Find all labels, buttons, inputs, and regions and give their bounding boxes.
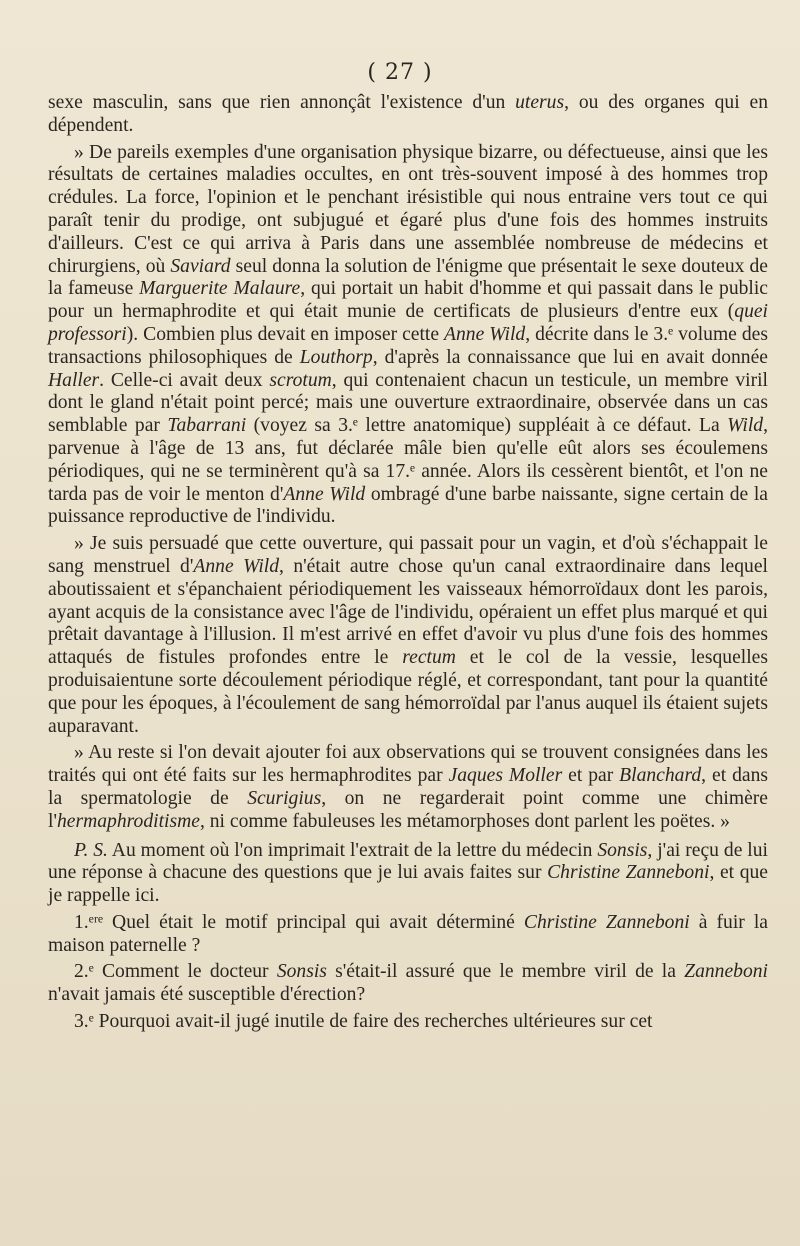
text-run: , ni comme fabuleuses les métamorphoses dont parlent les poëtes. » [199,810,730,832]
italic-text: quei professori [48,301,768,345]
italic-text: rectum [402,647,456,669]
italic-text: Christine Zanneboni [523,911,690,933]
text-run: , qui portait un habit d'homme et qui passait dans le public pour un hermaphrodite et qui était munie de certificats de plusieurs d'entre eux ( [48,278,769,323]
text-run: s'était-il assuré que le membre viril de la [326,961,685,983]
italic-text: Christine Zanneboni [547,862,710,884]
italic-text: Anne Wild [283,483,366,505]
body-text [48,92,768,1034]
text-run: , décrite dans le 3.ᵉ volume des transactions philosophiques de [48,323,768,368]
page-number: ( 27 ) [367,60,433,85]
text-run: , ou des organes qui en dépendent. [48,92,768,136]
text-run: et par [562,765,620,787]
italic-text: Sonsis [276,961,327,983]
paragraph [48,742,768,833]
text-run: » Au reste si l'on devait ajouter foi aux observations qui se trouvent consignées dans les traités qui ont été faits sur les hermaphrodites par [48,742,768,787]
italic-text: Blanchard [619,765,702,787]
paragraph [48,533,768,738]
italic-text: Louthorp [299,346,373,368]
italic-text: Wild [727,415,764,437]
italic-text: uterus [515,92,565,113]
text-run: , j'ai reçu de lui une réponse à chacune des questions que je lui avais faites sur [48,839,768,884]
italic-text: Scurigius [247,787,322,809]
text-run: , n'était autre chose qu'un canal extraordinaire dans lequel aboutissaient et s'épanchaient périodiquement les vaisseaux hémorroïdaux dont les parois, ayant acquis de la consistance avec l'âge de l'individu, opéraient un effet plus marqué et qui prêtait davantage à l'illusion. Il m'est arrivé en effet d'avoir vu plus d'une fois des hommes attaqués de fistules profondes entre le [48,555,768,669]
text-run: seul donna la solution de l'énigme que présentait le sexe douteux de la fameuse [48,255,768,300]
text-run: Au moment où l'on imprimait l'extrait de la lettre du médecin [107,839,598,861]
text-run: ombragé d'une barbe naissante, signe certain de la puissance reproductive de l'individu. [48,483,768,528]
italic-text: scrotum [269,369,332,391]
italic-text: Marguerite Malaure [139,278,301,300]
text-run: . Celle-ci avait deux [99,369,270,391]
italic-text: Zanneboni [684,961,768,983]
text-run: , qui contenaient chacun un testicule, un membre viril dont le gland n'était point percé; mais une ouverture extraordinaire, observée dans un cas semblable par [48,369,768,437]
italic-text: Saviard [170,255,231,277]
italic-text: Anne Wild [193,555,280,577]
text-run: , et dans la spermatologie de [48,765,768,809]
paragraph [48,92,768,138]
text-run: (voyez sa 3.ᵉ lettre anatomique) suppléait à ce défaut. La [246,415,728,437]
text-run: , on ne regarderait point comme une chimère l' [48,787,768,832]
paragraph [48,142,768,530]
text-run: à fuir la maison paternelle ? [48,911,768,956]
text-run: 2.ᵉ Comment le docteur [74,961,277,983]
italic-text: Anne Wild [444,323,526,345]
italic-text: Sonsis [597,839,648,861]
italic-text: Jaques Moller [448,765,563,787]
text-run: ). Combien plus devait en imposer cette [126,323,445,345]
text-run: , parvenue à l'âge de 13 ans, fut déclarée mâle bien qu'elle eût alors ses écoulemens périodiques, qui ne se terminèrent qu'à sa 17.ᵉ année. Alors ils cessèrent bientôt, et l'on ne tarda pas de voir le menton d' [48,415,768,505]
italic-text: hermaphroditisme [56,810,200,832]
text-run: n'avait jamais été susceptible d'érection? [48,984,366,1006]
paragraph [48,840,768,908]
paragraph [48,912,768,958]
text-run: , d'après la connaissance que lui en avait donnée [372,346,768,368]
italic-text: Tabarrani [167,415,247,437]
text-run: 3.ᵉ Pourquoi avait-il jugé inutile de faire des recherches ultérieures sur cet [74,1011,653,1033]
italic-text: P. S. [74,839,108,861]
paragraph [48,961,768,1007]
text-run: et le col de la vessie, lesquelles produisaientune sorte découlement périodique réglé, et correspondant, tant pour la quantité que pour les époques, à l'écoulement de sang hémorroïdal par l'anus auquel ils étaient sujets auparavant. [48,647,768,737]
text-run: sexe masculin, sans que rien annonçât l'existence d'un [48,92,516,113]
text-run: » Je suis persuadé que cette ouverture, qui passait pour un vagin, et d'où s'échappait le sang menstruel d' [48,533,768,577]
text-run: , et que je rappelle ici. [48,862,768,907]
italic-text: Haller [48,369,100,391]
text-run: » De pareils exemples d'une organisation physique bizarre, ou défectueuse, ainsi que les résultats de certaines maladies occultes, en ont très-souvent imposé à des hommes trop crédules. La force, l'opinion et le penchant irésistible qui nous entraine vers tout ce qui paraît tenir du prodige, ont subjugué et égaré plus d'une fois des hommes instruits d'ailleurs. C'est ce qui arriva à Paris dans une assemblée nombreuse de médecins et chirurgiens, où [48,141,768,277]
paragraph [48,1011,768,1034]
text-run: 1.ᵉʳᵉ Quel était le motif principal qui avait déterminé [74,911,524,933]
